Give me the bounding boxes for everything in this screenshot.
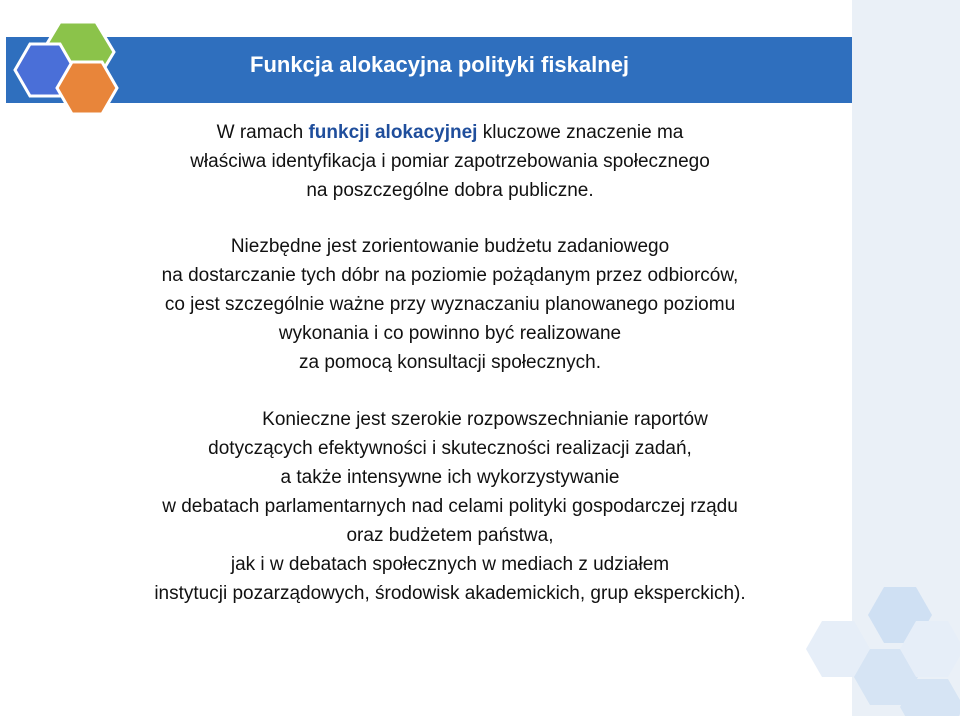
paragraph1-line2: właściwa identyfikacja i pomiar zapotrzebowania społecznego (190, 151, 710, 172)
paragraph3-line: Konieczne jest szerokie rozpowszechnianie raportów (262, 409, 708, 430)
paragraph3-line: instytucji pozarządowych, środowisk akademickich, grup eksperckich). (154, 583, 746, 604)
paragraph2-line: co jest szczególnie ważne przy wyznaczaniu planowanego poziomu (164, 294, 736, 315)
paragraph1-line1-start: W ramach (216, 122, 309, 143)
paragraph3-line: oraz budżetem państwa, (346, 525, 554, 546)
paragraph2-line: na dostarczanie tych dóbr na poziomie pożądanym przez odbiorców, (161, 265, 739, 286)
paragraph3-line: w debatach parlamentarnych nad celami polityki gospodarczej rządu (162, 496, 738, 517)
paragraph3-line: jak i w debatach społecznych w mediach z udziałem (230, 554, 670, 575)
hexagon-logo-icon (0, 18, 130, 118)
paragraph1-line1-end: kluczowe znaczenie ma (477, 122, 684, 143)
paragraph2-line: wykonania i co powinno być realizowane (278, 323, 622, 344)
slide-title: Funkcja alokacyjna polityki fiskalnej (250, 52, 630, 77)
paragraph2-line: Niezbędne jest zorientowanie budżetu zadaniowego (230, 236, 670, 257)
paragraph1-line1 (60, 118, 840, 147)
paragraph3-line: dotyczących efektywności i skuteczności realizacji zadań, (208, 438, 692, 459)
paragraph-reports-dissemination (60, 405, 840, 608)
paragraph2-line: za pomocą konsultacji społecznych. (298, 352, 602, 373)
bold-term: funkcji alokacyjnej (308, 122, 478, 143)
paragraph1-line3: na poszczególne dobra publiczne. (306, 180, 594, 201)
paragraph-task-budget (60, 232, 840, 377)
paragraph3-line: a także intensywne ich wykorzystywanie (280, 467, 620, 488)
paragraph-allocation-function (60, 118, 840, 205)
orange-hexagon-icon (57, 62, 117, 114)
